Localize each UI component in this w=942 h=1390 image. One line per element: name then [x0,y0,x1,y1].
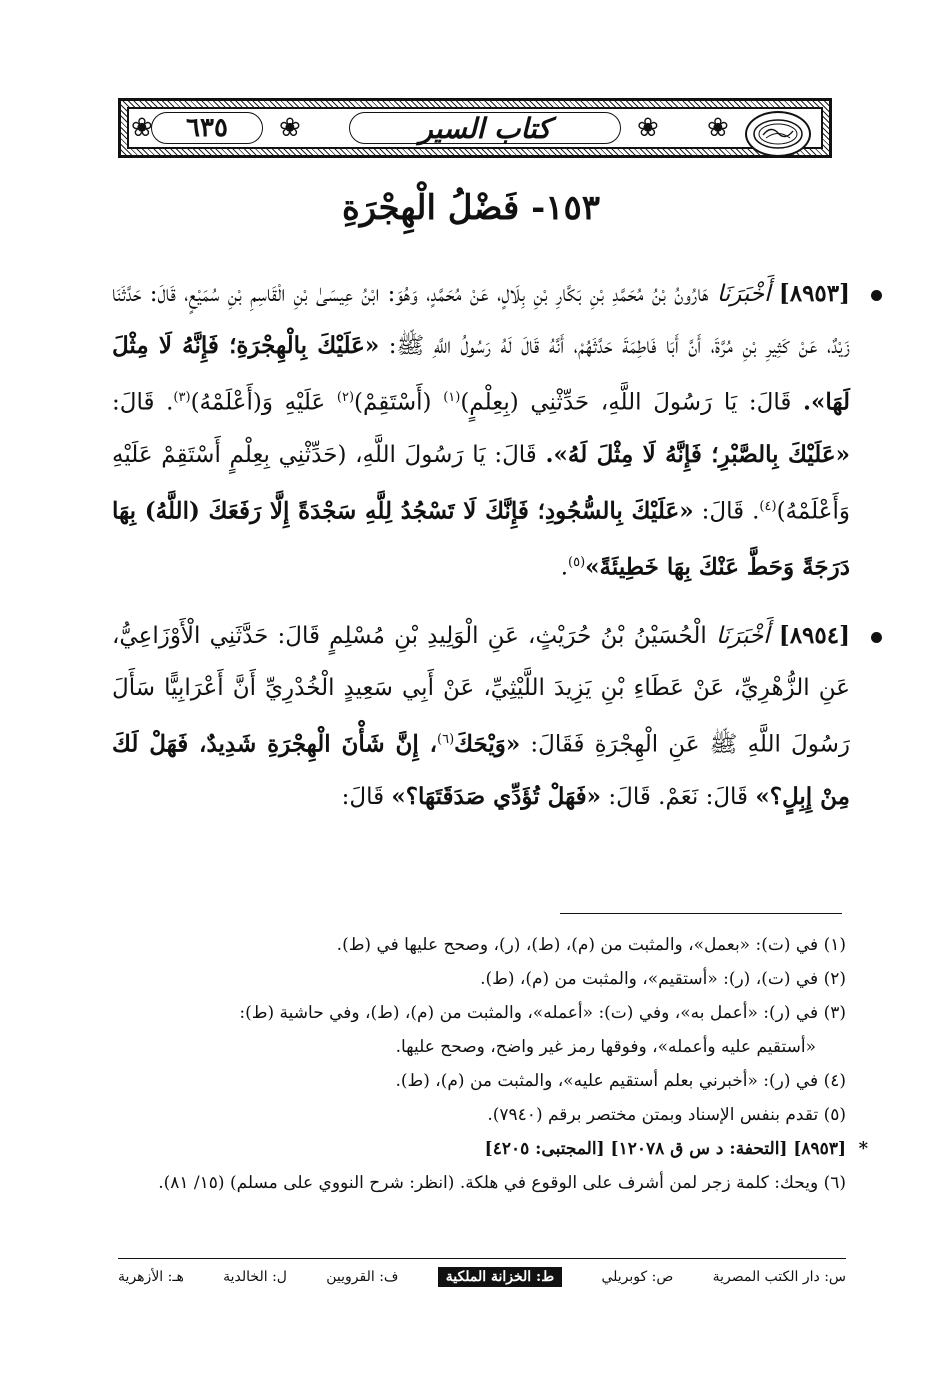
narration-text: عَلَيْهِ وَ(أَعْلَمْهُ) [190,389,326,416]
flourish-ornament-icon: ❀ [131,113,153,143]
manuscript-legend [118,1263,846,1291]
prophet-quote: «فَهَلْ تُؤَدِّي صَدَقَتَهَا؟» [391,782,602,810]
book-title-cartouche [349,112,621,144]
akhbarana-word: أَخْبَرَنَا [716,281,771,307]
flourish-ornament-icon: ❀ [707,113,729,143]
flourish-ornament-icon: ❀ [637,113,659,143]
legend-item-highlighted: ط: الخزانة الملكية [438,1267,562,1287]
footnote-ref: (١) [443,390,461,405]
bullet-icon [871,290,882,301]
footnotes [112,928,868,1200]
legend-item: ل: الخالدية [223,1269,287,1285]
footnote-6: (٦) ويحك: كلمة زجر لمن أشرف على الوقوع في هلكة. (انظر: شرح النووي على مسلم) (١٥/ ٨١). [158,1173,846,1193]
prophet-quote: ، إِنَّ شَأْنَ الْهِجْرَةِ شَدِيدٌ، فَهَلْ لَكَ مِنْ إِبِلٍ؟» [112,730,850,810]
narration-text: . قَالَ: [112,389,174,416]
footnote-2: (٢) في (ت)، (ر): «أستقيم»، والمثبت من (م)، (ط). [480,969,846,989]
prophet-quote: «وَيْحَكَ [454,730,521,758]
narration-text: (أَسْتَقِمْ) [354,389,432,416]
isnad-text: الْحُسَيْنُ بْنُ حُرَيْثٍ، عَنِ الْوَلِيدِ بْنِ مُسْلِمٍ قَالَ: حَدَّثَنِي الْأَوْزَاعِيُّ، عَنِ الزُّهْرِيِّ، عَنْ عَطَاءِ بْنِ يَزِيدَ اللَّيْثِيِّ، عَنْ أَبِي سَعِيدٍ الْخُدْرِيِّ أَنَّ أَعْرَابِيًّا سَأَلَ رَسُولَ اللَّهِ ﷺ عَنِ الْهِجْرَةِ فَقَالَ: [112,622,850,758]
book-title: كتاب السير [419,111,551,145]
tuhfa-reference-text: [٨٩٥٣] [التحفة: د س ق ١٢٠٧٨] [المجتبى: ٤٢٠٥] [484,1139,846,1159]
legend-divider [118,1258,846,1259]
narration-text: قَالَ: يَا رَسُولَ اللَّهِ، حَدِّثْنِي (بِعِلْمٍ) [460,389,792,416]
bullet-icon [871,632,882,643]
chapter-title: ١٥٣- فَضْلُ الْهِجْرَةِ [341,188,601,228]
page-header-inner [127,107,823,149]
footnote-3: (٣) في (ر): «أعمل به»، وفي (ت): «أعمله»، والمثبت من (م)، (ط)، وفي حاشية (ط): [239,1003,846,1023]
footnote-4: (٤) في (ر): «أخبرني بعلم أستقيم عليه»، والمثبت من (م)، (ط). [395,1071,846,1091]
narration-text: . [560,554,569,581]
akhbarana-word: أَخْبَرَنَا [715,622,770,649]
narration-text: . قَالَ: [701,498,760,525]
isnad-text: هَارُونُ بْنُ مُحَمَّدِ بْنِ بَكَّارِ بْنِ بِلَالٍ، عَنْ مُحَمَّدٍ، وَهُوَ: ابْنُ عِيسَىٰ بْنِ الْقَاسِمِ بْنِ سُمَيْعٍ، قَالَ: حَدَّثَنَا زَيْدٌ، عَنْ كَثِيرِ بْنِ مُرَّةَ، أَنَّ أَبَا فَاطِمَةَ حَدَّثَهُمْ، أَنَّهُ قَالَ لَهُ رَسُولُ اللَّهِ ﷺ: [112,281,850,359]
footnote-ref: (٥) [568,555,586,571]
page-number-cartouche [151,112,263,144]
narration-text: قَالَ: يَا رَسُولَ اللَّهِ، (حَدِّثْنِي بِعِلْمٍ أَسْتَقِمْ عَلَيْهِ وَأَعْلَمْهُ) [112,441,850,525]
narration-text: قَالَ: نَعَمْ. قَالَ: [608,783,749,810]
hadith-paragraph [112,610,850,823]
hadith-paragraph [112,268,850,594]
prophet-quote: «عَلَيْكَ بِالصَّبْرِ؛ فَإِنَّهُ لَا مِثْلَ لَهُ». [545,440,851,468]
legend-item: ف: القرويين [326,1269,399,1285]
hadith-number: [٨٩٥٣] [778,280,851,307]
footnote-3-continued: «أستقيم عليه وأعمله»، وفوقها رمز غير واضح، وصحح عليها. [395,1037,816,1057]
narration-text: قَالَ: [341,783,385,810]
footnote-1: (١) في (ت): «بعمل»، والمثبت من (م)، (ط)، (ر)، وصحح عليها في (ط). [336,935,846,955]
footnote-5: (٥) تقدم بنفس الإسناد وبمتن مختصر برقم (٧٩٤٠). [487,1105,846,1125]
prophet-quote: «عَلَيْكَ بِالْهِجْرَةِ؛ فَإِنَّهُ لَا مِثْلَ لَهَا». [112,332,850,416]
flourish-ornament-icon: ❀ [279,113,301,143]
tuhfa-reference [112,1132,868,1166]
legend-item: س: دار الكتب المصرية [712,1269,846,1285]
main-text [112,268,850,823]
page-number: ٦٣٥ [186,113,228,143]
page-header [118,98,832,158]
footnote-ref: (٤) [759,498,777,514]
legend-item: هـ: الأزهرية [118,1269,184,1285]
book-emblem-icon [745,111,811,157]
footnote-ref: (٦) [437,731,455,747]
star-icon: * [858,1138,868,1159]
prophet-quote: «عَلَيْكَ بِالسُّجُودِ؛ فَإِنَّكَ لَا تَسْجُدُ لِلَّهِ سَجْدَةً إِلَّا رَفَعَكَ (اللَّهُ) بِهَا دَرَجَةً وَحَطَّ عَنْكَ بِهَا خَطِيئَةً» [112,497,850,581]
footnote-ref: (٣) [173,390,191,405]
hadith-number: [٨٩٥٤] [778,621,851,649]
footnote-divider [560,913,842,914]
footnote-ref: (٢) [336,390,355,405]
legend-item: ص: كوبريلي [601,1269,674,1285]
